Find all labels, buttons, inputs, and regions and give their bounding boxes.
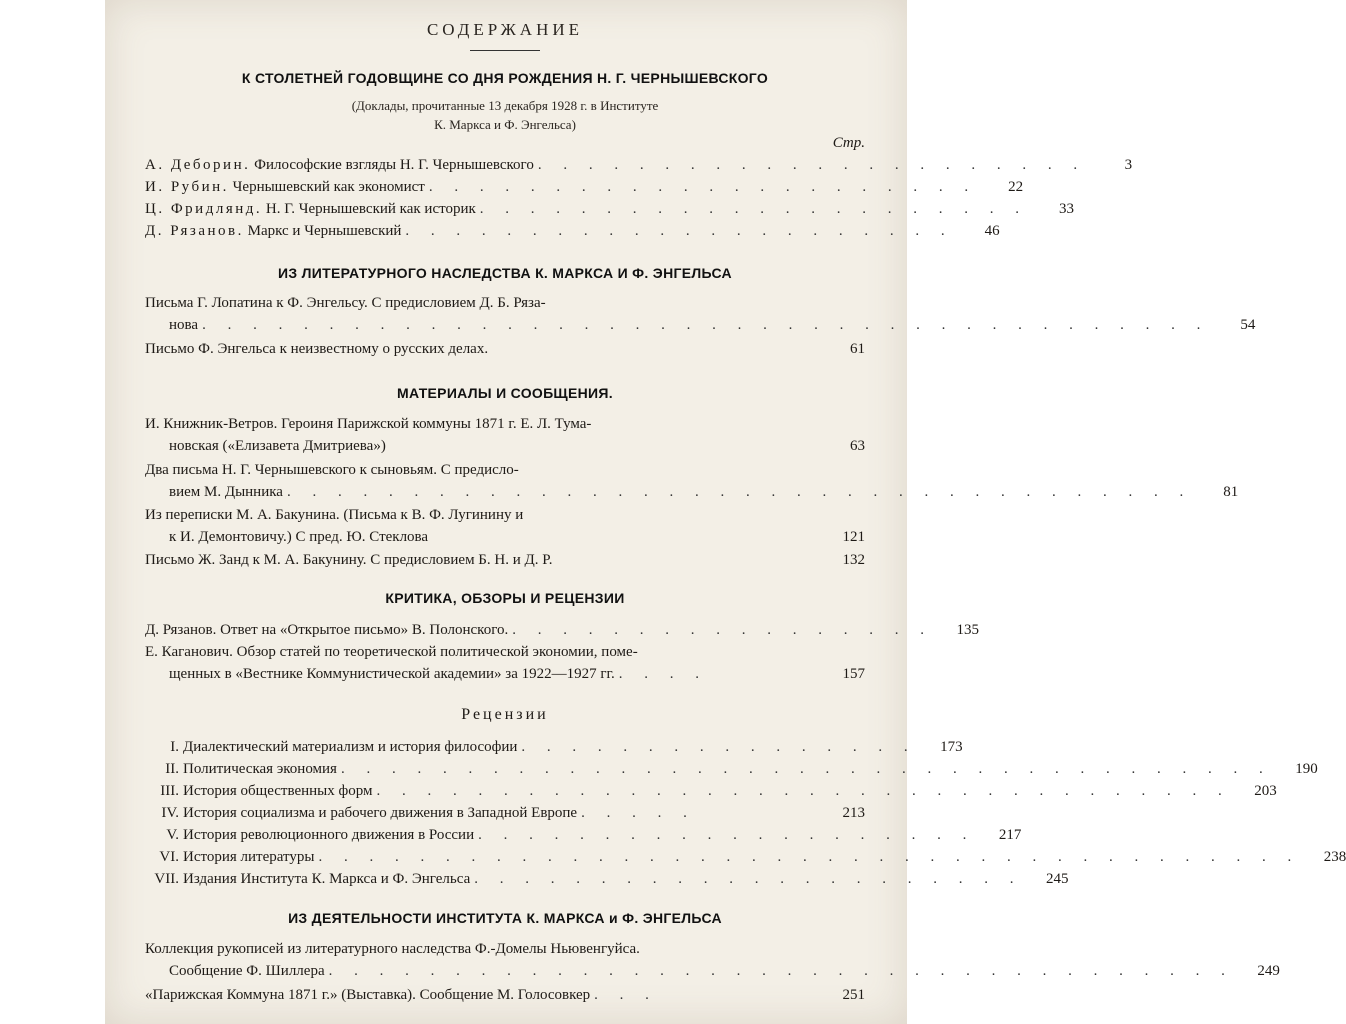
entry-page: 251: [842, 987, 865, 1003]
review-number: I.: [170, 739, 179, 755]
review-entry[interactable]: III. История общественных форм . . . . . . . . . . . . . . . . . . . . . . . . . . . . . . . . . . 203: [145, 780, 865, 802]
entry-page: 245: [1046, 871, 1069, 887]
review-title: История революционного движения в России: [183, 827, 475, 843]
review-entry[interactable]: II. Политическая экономия . . . . . . . . . . . . . . . . . . . . . . . . . . . . . . . . . . . . . 190: [145, 758, 865, 780]
entry-text-line2: новская («Елизавета Дмитриева»): [169, 438, 386, 454]
toc-entry[interactable]: Коллекция рукописей из литературного наследства Ф.-Домелы Ньювенгуйса. Сообщение Ф. Шиллера . . . . . . . . . . . . . . . . . . . . . . . . . . . . . . . . . . . . 249: [145, 938, 865, 982]
reviews-subheading: Рецензии: [461, 706, 549, 723]
entry-author: И. Рубин.: [145, 179, 229, 195]
entry-page: 203: [1254, 783, 1277, 799]
review-number: V.: [166, 827, 179, 843]
entry-page: 190: [1295, 761, 1318, 777]
page-column-label: Стр.: [832, 135, 865, 151]
title-divider: [470, 50, 540, 51]
review-title: Диалектический материализм и история философии: [183, 739, 518, 755]
entry-page: 63: [850, 438, 865, 454]
review-entry[interactable]: IV. История социализма и рабочего движения в Западной Европе . . . . . 213: [145, 802, 865, 824]
review-number: III.: [160, 783, 179, 799]
entry-author: Ц. Фридлянд.: [145, 201, 263, 217]
toc-entry[interactable]: [145, 338, 865, 360]
entry-text-line1: Из переписки М. А. Бакунина. (Письма к В. Ф. Лугинину и: [145, 507, 524, 523]
entry-text-line1: «Парижская Коммуна 1871 г.» (Выставка). Сообщение М. Голосовкер: [145, 987, 591, 1003]
toc-entry[interactable]: Е. Каганович. Обзор статей по теоретической политической экономии, поме- щенных в «Вестнике Коммунистической академии» за 1922—1927 гг. . . . . 157: [145, 641, 865, 685]
entry-text-line1: Коллекция рукописей из литературного наследства Ф.-Домелы Ньювенгуйса.: [145, 941, 640, 957]
entry-title: Чернышевский как экономист: [232, 179, 425, 195]
entry-author: Д. Рязанов.: [145, 223, 244, 239]
review-title: Политическая экономия: [183, 761, 337, 777]
toc-entry[interactable]: [145, 413, 865, 457]
entry-text-line1: Е. Каганович. Обзор статей по теоретической политической экономии, поме-: [145, 644, 638, 660]
review-entry[interactable]: V. История революционного движения в России . . . . . . . . . . . . . . . . . . . . 217: [145, 824, 865, 846]
section-note-line1: (Доклады, прочитанные 13 декабря 1928 г. в Институте: [351, 98, 659, 113]
entry-page: 238: [1323, 849, 1346, 865]
toc-entry[interactable]: Письма Г. Лопатина к Ф. Энгельсу. С предисловием Д. Б. Ряза- нова . . . . . . . . . . . . . . . . . . . . . . . . . . . . . . . . . . . . . . . . 54: [145, 292, 865, 336]
entry-page: 217: [998, 827, 1022, 843]
entry-page: 54: [1240, 317, 1256, 333]
review-title: Издания Института К. Маркса и Ф. Энгельса: [183, 871, 471, 887]
review-number: II.: [165, 761, 179, 777]
review-number: VII.: [154, 871, 179, 887]
section-note-line2: К. Маркса и Ф. Энгельса): [434, 117, 576, 132]
section-heading-materials: МАТЕРИАЛЫ И СООБЩЕНИЯ.: [397, 385, 613, 401]
entry-page: 33: [1059, 201, 1075, 217]
review-entry[interactable]: VI. История литературы . . . . . . . . . . . . . . . . . . . . . . . . . . . . . . . . . . . . . . . 238: [145, 846, 865, 868]
section-heading-criticism: КРИТИКА, ОБЗОРЫ И РЕЦЕНЗИИ: [385, 590, 625, 606]
review-entry[interactable]: I. Диалектический материализм и история философии . . . . . . . . . . . . . . . . 173: [145, 736, 865, 758]
entry-text-line1: И. Книжник-Ветров. Героиня Парижской коммуны 1871 г. Е. Л. Тума-: [145, 416, 592, 432]
toc-entry[interactable]: Д. Рязанов. Ответ на «Открытое письмо» В. Полонского. . . . . . . . . . . . . . . . . . 135: [145, 619, 865, 641]
entry-page: 135: [956, 622, 979, 638]
page-title: СОДЕРЖАНИЕ: [426, 20, 584, 39]
entry-page: 213: [842, 805, 865, 821]
entry-page: 157: [842, 666, 865, 682]
entry-text-line1: Письмо Ж. Занд к М. А. Бакунину. С предисловием Б. Н. и Д. Р.: [145, 552, 553, 568]
entry-page: 3: [1124, 157, 1133, 173]
entry-text-line2: щенных в «Вестнике Коммунистической академии» за 1922—1927 гг.: [169, 666, 615, 682]
entry-text-line1: Два письма Н. Г. Чернышевского к сыновьям. С предисло-: [145, 462, 519, 478]
review-title: История литературы: [183, 849, 315, 865]
entry-text-line2: к И. Демонтовичу.) С пред. Ю. Стеклова: [169, 529, 429, 545]
entry-page: 121: [842, 529, 865, 545]
review-title: История социализма и рабочего движения в Западной Европе: [183, 805, 578, 821]
entry-title: Философские взгляды Н. Г. Чернышевского: [254, 157, 534, 173]
toc-entry[interactable]: Два письма Н. Г. Чернышевского к сыновьям. С предисло- вием М. Дынника . . . . . . . . . . . . . . . . . . . . . . . . . . . . . . . . . . . . 81: [145, 459, 865, 503]
entry-text-line1: Письмо Ф. Энгельса к неизвестному о русских делах.: [145, 341, 489, 357]
review-number: VI.: [159, 849, 179, 865]
toc-entry[interactable]: [145, 504, 865, 548]
section-heading-chernyshevsky: К СТОЛЕТНЕЙ ГОДОВЩИНЕ СО ДНЯ РОЖДЕНИЯ Н. Г. ЧЕРНЫШЕВСКОГО: [241, 70, 769, 86]
review-entry[interactable]: VII. Издания Института К. Маркса и Ф. Энгельса . . . . . . . . . . . . . . . . . . . . . . 245: [145, 868, 865, 890]
document-page: [105, 0, 1346, 1024]
review-number: IV.: [161, 805, 179, 821]
entry-title: Н. Г. Чернышевский как историк: [265, 201, 476, 217]
toc-entry[interactable]: Ц. Фридлянд. Н. Г. Чернышевский как историк . . . . . . . . . . . . . . . . . . . . . . 33: [145, 198, 865, 220]
section-heading-institute-activity: ИЗ ДЕЯТЕЛЬНОСТИ ИНСТИТУТА К. МАРКСА и Ф. ЭНГЕЛЬСА: [288, 910, 722, 926]
entry-author: А. Деборин.: [145, 157, 251, 173]
entry-text-line2: нова: [169, 317, 199, 333]
entry-page: 46: [984, 223, 1000, 239]
entry-text-line2: вием М. Дынника: [169, 484, 283, 500]
entry-page: 132: [842, 552, 865, 568]
entry-page: 173: [940, 739, 963, 755]
entry-text-line1: Письма Г. Лопатина к Ф. Энгельсу. С предисловием Д. Б. Ряза-: [145, 295, 546, 311]
section-heading-literary-heritage: ИЗ ЛИТЕРАТУРНОГО НАСЛЕДСТВА К. МАРКСА И Ф. ЭНГЕЛЬСА: [278, 265, 732, 281]
toc-entry[interactable]: «Парижская Коммуна 1871 г.» (Выставка). Сообщение М. Голосовкер . . . 251: [145, 984, 865, 1006]
toc-entry[interactable]: [145, 549, 865, 571]
entry-page: 22: [1008, 179, 1024, 195]
entry-text-line2: Сообщение Ф. Шиллера: [169, 963, 325, 979]
review-title: История общественных форм: [183, 783, 373, 799]
entry-page: 61: [850, 341, 865, 357]
entry-title: Маркс и Чернышевский: [247, 223, 402, 239]
toc-entry[interactable]: И. Рубин. Чернышевский как экономист . . . . . . . . . . . . . . . . . . . . . . 22: [145, 176, 865, 198]
entry-text-line1: Д. Рязанов. Ответ на «Открытое письмо» В. Полонского.: [145, 622, 509, 638]
toc-entry[interactable]: А. Деборин. Философские взгляды Н. Г. Чернышевского . . . . . . . . . . . . . . . . . . . . . . 3: [145, 154, 865, 176]
toc-entry[interactable]: Д. Рязанов. Маркс и Чернышевский . . . . . . . . . . . . . . . . . . . . . . 46: [145, 220, 865, 242]
entry-page: 81: [1223, 484, 1239, 500]
entry-page: 249: [1257, 963, 1280, 979]
